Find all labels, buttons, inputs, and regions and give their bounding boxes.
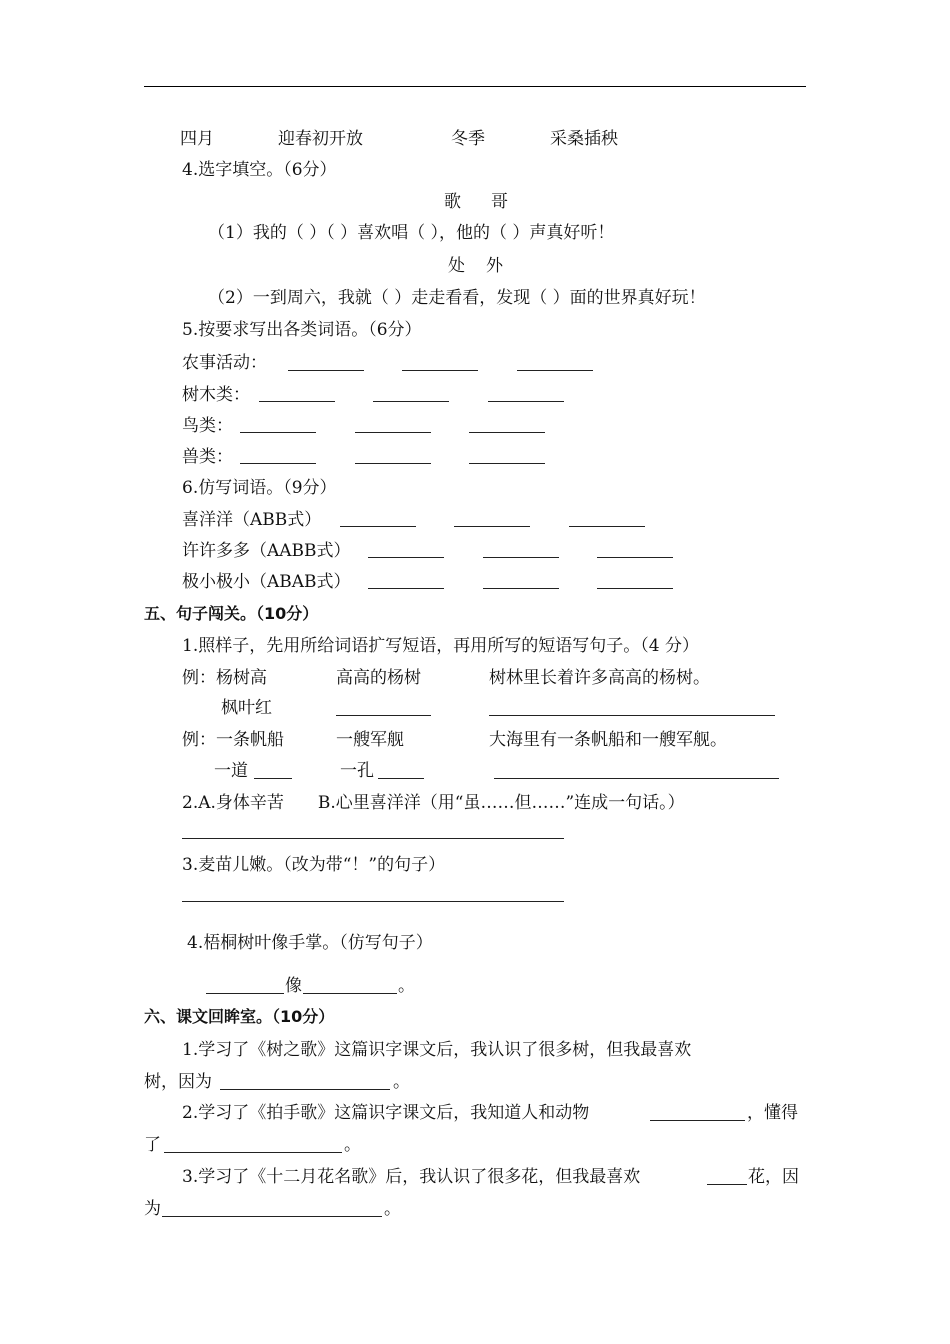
s5-q4-like: 像	[285, 976, 302, 996]
s6-q3-line-1: 3.学习了《十二月花名歌》后，我认识了很多花，但我最喜欢	[182, 1167, 641, 1187]
s5-example-1-word: 例：杨树高	[182, 668, 267, 688]
s6-q3-reason-blank[interactable]	[162, 1216, 382, 1217]
s6-q3-flower-blank[interactable]	[707, 1184, 747, 1185]
q4-title: 4.选字填空。（6分）	[182, 160, 337, 180]
q5-bird-blank-1[interactable]	[240, 432, 316, 433]
q6-abb-blank-3[interactable]	[569, 526, 645, 527]
q6-aabb-blank-1[interactable]	[368, 557, 444, 558]
q5-row-bird-label: 鸟类：	[182, 416, 233, 436]
q5-farm-blank-3[interactable]	[517, 370, 593, 371]
q5-bird-blank-3[interactable]	[469, 432, 545, 433]
q4-char-3: 处	[448, 256, 465, 276]
s6-q2-line-2-start: 了	[144, 1135, 161, 1155]
q4-sentence-1: （1）我的（ ）（ ）喜欢唱（ ），他的（ ）声真好听！	[208, 223, 615, 243]
s5-task-2-sentence-blank[interactable]	[494, 778, 779, 779]
s6-q3-end: 。	[384, 1199, 401, 1219]
q5-beast-blank-3[interactable]	[469, 463, 545, 464]
s6-q3-line-2-start: 为	[144, 1199, 161, 1219]
s6-q1-line-2-start: 树，因为	[144, 1072, 212, 1092]
s5-example-2-sentence: 大海里有一条帆船和一艘军舰。	[489, 730, 727, 750]
section-5-heading: 五、句子闯关。（10分）	[144, 604, 319, 623]
q6-abb-blank-1[interactable]	[340, 526, 416, 527]
q5-bird-blank-2[interactable]	[355, 432, 431, 433]
q6-row-abab-label: 极小极小（ABAB式）	[182, 572, 351, 592]
s5-task-1-phrase-blank[interactable]	[336, 715, 431, 716]
q5-row-farm-label: 农事活动：	[182, 353, 267, 373]
s5-task-1-sentence-blank[interactable]	[489, 715, 775, 716]
q4-char-4: 外	[486, 256, 503, 276]
s6-q3-line-1-end: 花，因	[748, 1167, 799, 1187]
s5-q2: 2.A.身体辛苦 B.心里喜洋洋（用“虽……但……”连成一句话。）	[182, 793, 685, 813]
s6-q2-end: 。	[344, 1135, 361, 1155]
s5-task-2-blank-b[interactable]	[378, 778, 424, 779]
s5-task-2-word-b: 一孔	[340, 761, 374, 781]
q5-tree-blank-2[interactable]	[373, 401, 449, 402]
month-word-2: 迎春初开放	[278, 129, 363, 149]
s6-q2-blank-a[interactable]	[650, 1120, 745, 1121]
q5-beast-blank-2[interactable]	[355, 463, 431, 464]
q6-row-abb-label: 喜洋洋（ABB式）	[182, 510, 322, 530]
q6-abab-blank-1[interactable]	[368, 588, 444, 589]
q6-title: 6.仿写词语。（9分）	[182, 478, 337, 498]
q6-aabb-blank-3[interactable]	[597, 557, 673, 558]
s5-example-2-word: 例：一条帆船	[182, 730, 284, 750]
s6-q2-line-1-end: ，懂得	[747, 1103, 798, 1123]
q5-row-beast-label: 兽类：	[182, 447, 233, 467]
q4-char-1: 歌	[444, 192, 461, 212]
s5-q4-blank-b[interactable]	[303, 993, 397, 994]
s5-task-1-word: 枫叶红	[221, 698, 272, 718]
s5-q4-end: 。	[398, 976, 415, 996]
s5-q4: 4.梧桐树叶像手掌。（仿写句子）	[187, 933, 433, 953]
s6-q2-line-1: 2.学习了《拍手歌》这篇识字课文后，我知道人和动物	[182, 1103, 590, 1123]
q5-tree-blank-1[interactable]	[259, 401, 335, 402]
s5-q4-blank-a[interactable]	[206, 993, 284, 994]
q6-row-aabb-label: 许许多多（AABB式）	[182, 541, 351, 561]
s5-q3-answer-blank[interactable]	[182, 901, 564, 902]
s5-example-1-phrase: 高高的杨树	[336, 668, 421, 688]
q5-beast-blank-1[interactable]	[240, 463, 316, 464]
s5-q3: 3.麦苗儿嫩。（改为带“！”的句子）	[182, 855, 446, 875]
q5-title: 5.按要求写出各类词语。（6分）	[182, 320, 422, 340]
q5-tree-blank-3[interactable]	[488, 401, 564, 402]
q4-char-2: 哥	[491, 192, 508, 212]
s5-example-2-phrase: 一艘军舰	[336, 730, 404, 750]
q6-abab-blank-2[interactable]	[483, 588, 559, 589]
s6-q1-reason-blank[interactable]	[220, 1089, 390, 1090]
header-rule	[144, 86, 806, 87]
s6-q2-blank-b[interactable]	[164, 1152, 342, 1153]
s5-q1-title: 1.照样子，先用所给词语扩写短语，再用所写的短语写句子。（4 分）	[182, 636, 699, 656]
month-word-3: 冬季	[451, 129, 485, 149]
s5-q2-answer-blank[interactable]	[182, 838, 564, 839]
q4-sentence-2: （2）一到周六，我就（ ）走走看看，发现（ ）面的世界真好玩！	[208, 288, 706, 308]
q6-aabb-blank-2[interactable]	[483, 557, 559, 558]
q5-farm-blank-1[interactable]	[288, 370, 364, 371]
s6-q1-line-1: 1.学习了《树之歌》这篇识字课文后，我认识了很多树，但我最喜欢	[182, 1040, 692, 1060]
s6-q1-end: 。	[393, 1072, 410, 1092]
month-word-1: 四月	[180, 129, 214, 149]
s5-task-2-blank-a[interactable]	[254, 778, 292, 779]
q6-abb-blank-2[interactable]	[454, 526, 530, 527]
s5-task-2-word-a: 一道	[214, 761, 248, 781]
s5-example-1-sentence: 树林里长着许多高高的杨树。	[489, 668, 710, 688]
section-6-heading: 六、课文回眸室。（10分）	[144, 1007, 335, 1026]
q6-abab-blank-3[interactable]	[597, 588, 673, 589]
month-word-4: 采桑插秧	[550, 129, 618, 149]
q5-row-tree-label: 树木类：	[182, 385, 250, 405]
q5-farm-blank-2[interactable]	[402, 370, 478, 371]
